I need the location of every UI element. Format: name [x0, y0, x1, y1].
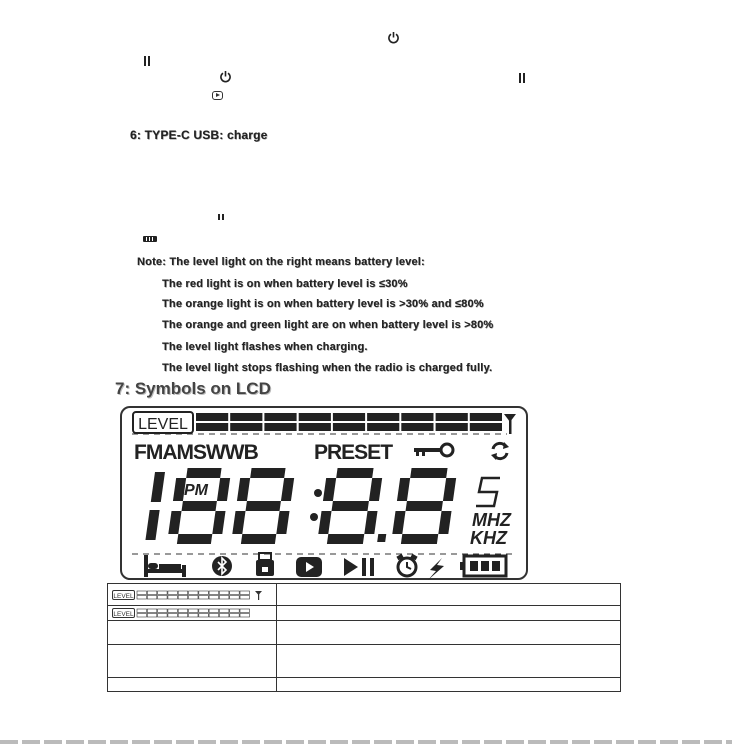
- mini-level-segment: [240, 595, 250, 599]
- charging-icon: [428, 558, 444, 580]
- digit-segment: [438, 511, 451, 534]
- level-bar-segment: [299, 423, 331, 431]
- mini-level-segment: [158, 609, 168, 613]
- mini-level-segment: [178, 609, 188, 613]
- level-bar-segment: [401, 423, 433, 431]
- mini-level-segment: [230, 595, 240, 599]
- table-cell-symbol: [108, 606, 277, 621]
- digit-segment: [369, 478, 382, 501]
- mini-level-label: LEVEL: [113, 611, 134, 618]
- table-cell-description: [277, 584, 621, 606]
- bullet-orange-green-light: The orange and green light are on when battery level is >80%: [162, 319, 494, 331]
- level-label: LEVEL: [138, 416, 188, 433]
- mini-level-segment: [219, 614, 229, 618]
- mini-level-segment: [209, 591, 219, 595]
- mini-level-segment: [189, 595, 199, 599]
- level-bar-segment: [436, 413, 468, 421]
- mini-level-segment: [189, 609, 199, 613]
- mini-level-segment: [178, 591, 188, 595]
- bullet-red-light: The red light is on when battery level is ≤30%: [162, 278, 408, 290]
- digit-segment: [318, 511, 331, 534]
- mini-level-segment: [230, 614, 240, 618]
- mini-level-segment: [240, 614, 250, 618]
- digit-segment: [397, 478, 410, 501]
- digit-segment: [327, 534, 364, 544]
- mini-level-bar-with-antenna: [112, 589, 264, 601]
- digit-segment: [237, 478, 250, 501]
- mini-level-bar: [112, 607, 264, 619]
- table-cell-symbol: [108, 584, 277, 606]
- level-bar-segment: [436, 423, 468, 431]
- play-mode-icon: [296, 557, 322, 577]
- level-bar-segment: [264, 423, 296, 431]
- table-cell-description: [277, 606, 621, 621]
- level-bar-segment: [264, 413, 296, 421]
- mini-level-segment: [147, 614, 157, 618]
- mini-level-segment: [158, 591, 168, 595]
- usb-drive-icon: [256, 553, 274, 576]
- table-cell-symbol: [108, 678, 277, 692]
- band-labels: FMAMSWWB: [134, 441, 258, 464]
- mini-level-segment: [240, 609, 250, 613]
- digit-segment: [145, 510, 159, 540]
- page-bottom-edge: [0, 740, 732, 744]
- digit-segment: [151, 472, 165, 502]
- digit-segment: [281, 478, 294, 501]
- level-bar-segment: [299, 413, 331, 421]
- note-line: Note: The level light on the right means battery level:: [137, 256, 425, 268]
- digit-segment: [401, 534, 438, 544]
- mini-level-segment: [219, 595, 229, 599]
- lcd-symbol-table: [107, 583, 621, 692]
- lcd-panel: [120, 406, 528, 580]
- digit-segment: [186, 468, 221, 478]
- repeat-icon: [491, 442, 509, 460]
- digit-segment: [168, 511, 181, 534]
- digit-segment: [443, 478, 456, 501]
- pause-icon: [518, 73, 526, 83]
- level-bar-segment: [401, 413, 433, 421]
- pause-icon: [143, 56, 151, 66]
- level-bar-segment: [367, 423, 399, 431]
- mini-level-segment: [199, 614, 209, 618]
- level-bar-segment: [230, 413, 262, 421]
- table-row: [108, 678, 621, 692]
- digit-segment: [364, 511, 377, 534]
- digit-segment: [406, 501, 443, 511]
- table-cell-symbol: [108, 645, 277, 678]
- mini-level-segment: [147, 591, 157, 595]
- bullet-orange-light: The orange light is on when battery level is >30% and ≤80%: [162, 298, 484, 310]
- preset-label: PRESET: [314, 441, 393, 464]
- level-bar-segment: [196, 423, 228, 431]
- battery-level-icon: [460, 556, 506, 576]
- mini-level-segment: [189, 591, 199, 595]
- lcd-section-title: 7: Symbols on LCD: [115, 379, 271, 398]
- mode-icon: [212, 91, 223, 100]
- mini-level-segment: [209, 614, 219, 618]
- key-icon: [414, 444, 453, 456]
- digit-segment: [246, 501, 281, 511]
- mini-level-segment: [158, 614, 168, 618]
- digit-segment: [217, 478, 230, 501]
- digit-segment: [177, 534, 212, 544]
- level-bar: [196, 413, 502, 431]
- level-bar-segment: [470, 413, 502, 421]
- mini-level-segment: [137, 614, 147, 618]
- level-bar-segment: [196, 413, 228, 421]
- digit-segment: [232, 511, 245, 534]
- mini-level-segment: [209, 609, 219, 613]
- mini-level-segment: [219, 591, 229, 595]
- level-bar-segment: [333, 413, 365, 421]
- mini-level-segment: [240, 591, 250, 595]
- bluetooth-icon: [212, 556, 232, 576]
- level-bar-segment: [367, 413, 399, 421]
- level-bar-segment: [333, 423, 365, 431]
- table-row: [108, 621, 621, 645]
- mini-level-segment: [178, 595, 188, 599]
- table-cell-symbol: [108, 621, 277, 645]
- table-row: [108, 645, 621, 678]
- table-row: [108, 606, 621, 621]
- bullet-stops-flashing: The level light stops flashing when the radio is charged fully.: [162, 362, 493, 374]
- digit-segment: [323, 478, 336, 501]
- mini-level-segment: [168, 595, 178, 599]
- level-bar-segment: [230, 423, 262, 431]
- stereo-icon: [476, 478, 500, 506]
- mini-level-segment: [147, 595, 157, 599]
- digit-segment: [250, 468, 285, 478]
- mini-level-segment: [199, 609, 209, 613]
- mini-level-segment: [137, 591, 147, 595]
- mini-level-segment: [158, 595, 168, 599]
- mini-level-segment: [178, 614, 188, 618]
- pm-indicator: PM: [184, 482, 208, 499]
- table-cell-description: [277, 621, 621, 645]
- pause-icon: [218, 214, 224, 220]
- mini-level-segment: [230, 609, 240, 613]
- battery-icon: [143, 236, 157, 242]
- mini-level-segment: [147, 609, 157, 613]
- power-icon: [387, 31, 400, 44]
- digit-segment: [410, 468, 447, 478]
- digit-segment: [336, 468, 373, 478]
- mini-level-segment: [168, 591, 178, 595]
- mini-level-segment: [199, 591, 209, 595]
- mini-level-segment: [230, 591, 240, 595]
- power-icon: [219, 70, 232, 83]
- mini-level-segment: [168, 614, 178, 618]
- digit-segment: [241, 534, 276, 544]
- bullet-flashing: The level light flashes when charging.: [162, 341, 368, 353]
- mini-level-segment: [199, 595, 209, 599]
- digit-segment: [212, 511, 225, 534]
- digit-segment: [276, 511, 289, 534]
- sleep-icon: [144, 555, 186, 577]
- table-row: [108, 584, 621, 606]
- decimal-point: [377, 534, 386, 542]
- digit-segment: [182, 501, 217, 511]
- mini-level-segment: [189, 614, 199, 618]
- clock-digits: [145, 468, 458, 544]
- digit-segment: [392, 511, 405, 534]
- mini-level-segment: [137, 609, 147, 613]
- unit-mhz: MHZ: [472, 510, 511, 530]
- mini-level-segment: [209, 595, 219, 599]
- clock-colon: [310, 489, 322, 521]
- lcd-graphic: [122, 408, 530, 582]
- antenna-icon: [504, 414, 516, 434]
- digit-segment: [332, 501, 369, 511]
- alarm-icon: [396, 554, 417, 576]
- mini-level-segment: [137, 595, 147, 599]
- table-cell-description: [277, 678, 621, 692]
- mini-level-segment: [219, 609, 229, 613]
- play-pause-icon: [344, 558, 374, 576]
- level-bar-segment: [470, 423, 502, 431]
- mini-level-segment: [168, 609, 178, 613]
- type-c-usb-line: 6: TYPE-C USB: charge: [130, 128, 268, 142]
- unit-khz: KHZ: [470, 528, 507, 548]
- table-cell-description: [277, 645, 621, 678]
- mini-level-label: LEVEL: [113, 592, 134, 600]
